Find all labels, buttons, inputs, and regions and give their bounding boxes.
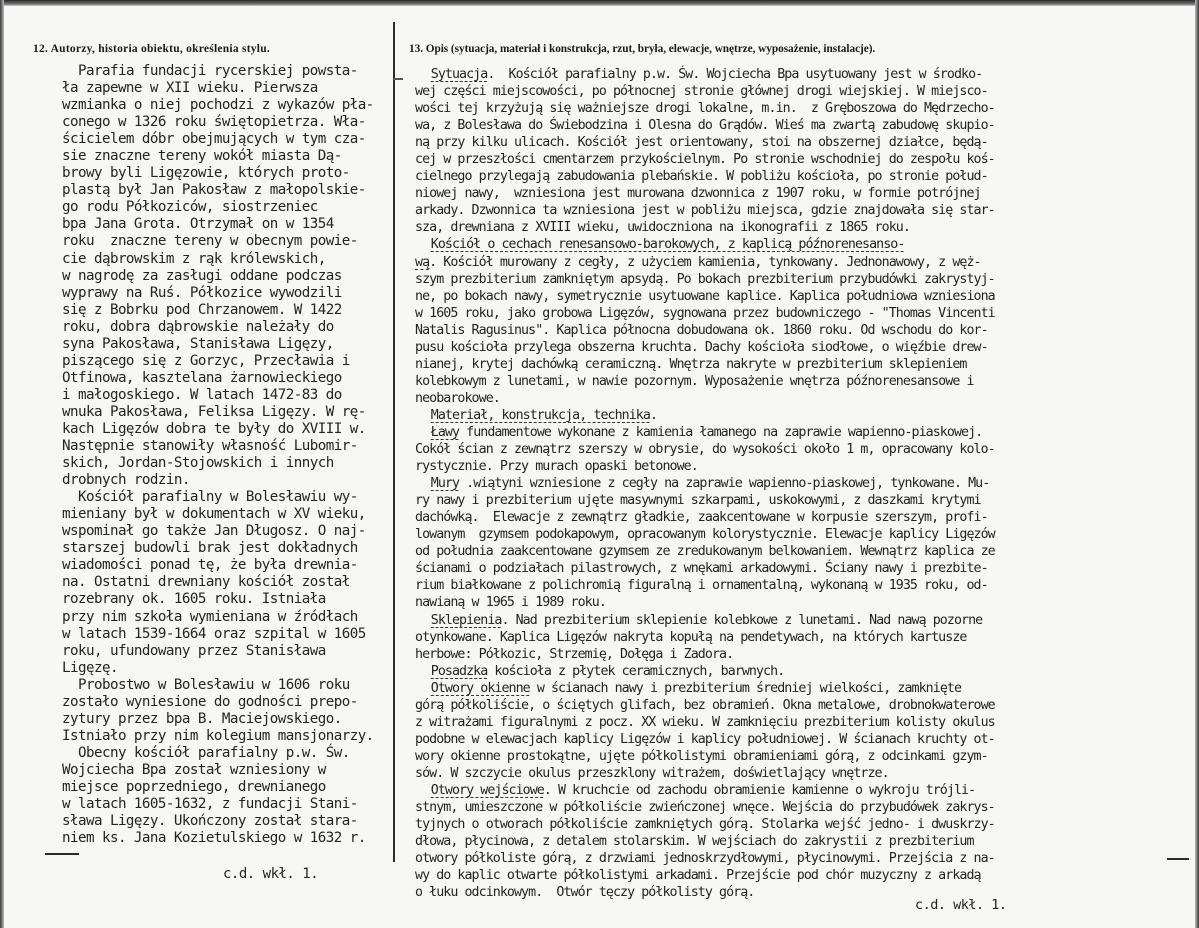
- text-line: [62, 489, 392, 506]
- line-text: drobnych rodzin.: [62, 472, 190, 489]
- text-line: [62, 472, 392, 489]
- text-line: [62, 643, 392, 660]
- line-text: z witrażami figuralnymi z pocz. XX wieku. W zamknięciu prezbiterium kolisty okulus: [415, 713, 995, 730]
- line-text: dachówką. Elewacje z zewnątrz gładkie, zaakcentowane w korpusie szerszym, profi-: [415, 509, 988, 526]
- line-text: . Kościół parafialny p.w. Św. Wojciecha Bpa usytuowany jest w środko-: [487, 66, 983, 82]
- scan-border-left: [0, 0, 4, 928]
- text-line: [62, 796, 392, 813]
- line-text: Obecny kościół parafialny p.w. Św.: [78, 744, 350, 761]
- text-line: [62, 745, 392, 762]
- text-line: [62, 302, 392, 319]
- line-text: roku, dobra dąbrowskie należały do: [62, 318, 334, 335]
- line-text: Następnie stanowiły własność Lubomir-: [62, 438, 358, 455]
- description-text-column: [415, 66, 1114, 901]
- scan-border-right: [1195, 0, 1199, 928]
- line-text: nianej, krytej dachówką ceramiczną. Wnętrza nakryte w prezbiterium sklepieniem: [415, 355, 967, 372]
- text-line: [415, 714, 1114, 731]
- line-text: . Nad prezbiterium sklepienie kolebkowe z lunetami. Nad nawą pozorne: [501, 611, 983, 628]
- line-text: Otfinowa, kasztelana żarnowieckiego: [62, 369, 342, 386]
- text-line: [62, 285, 392, 302]
- text-line: [415, 117, 1114, 134]
- right-continuation-note: c.d. wkł. 1.: [915, 897, 1007, 913]
- text-line: [415, 816, 1114, 833]
- text-line: [415, 867, 1114, 884]
- line-text: zytury przez bpa B. Maciejowskiego.: [62, 710, 342, 727]
- text-line: [62, 336, 392, 353]
- line-text: roku, ufundowany przez Stanisława: [62, 642, 326, 659]
- line-text: stnym, umieszczone w półkoliście zwieńczonej wnęce. Wejścia do przybudówek zakrys-: [415, 799, 995, 816]
- text-line: [415, 83, 1114, 100]
- line-text: rozebrany ok. 1605 roku. Istniała: [62, 591, 326, 608]
- line-text: w 1605 roku, jako grobowa Ligęzów, sygnowana przez budowniczego - "Thomas Vincenti: [415, 304, 995, 321]
- text-line: [415, 765, 1114, 782]
- text-line: [415, 458, 1114, 475]
- line-text: piszącego się z Gorzyc, Przecławia i: [62, 352, 350, 369]
- text-line: [415, 66, 1114, 83]
- line-text: wa, z Bolesława do Świebodzina i Olesna do Grądów. Wieś ma zwartą zabudowę skupio-: [415, 117, 995, 134]
- line-text: neobarokowe.: [415, 389, 500, 406]
- text-line: [415, 509, 1114, 526]
- line-text: sza, drewniana z XVIII wieku, uwidoczniona na ikonografii z 1865 roku.: [415, 219, 910, 236]
- subsection-heading: Otwory okienne: [430, 679, 530, 696]
- text-line: [415, 492, 1114, 509]
- text-line: [415, 373, 1114, 390]
- line-text: się z Bobrku pod Chrzanowem. W 1422: [62, 301, 342, 318]
- text-line: [62, 506, 392, 523]
- line-text: rystycznie. Przy murach opaski betonowe.: [415, 458, 698, 475]
- text-line: [62, 830, 392, 847]
- line-text: dłowa, płycinowa, z detalem stolarskim. W wejściach do zakrystii z prezbiterium: [415, 833, 974, 850]
- line-text: kościoła z płytek ceramicznych, barwnych.: [487, 662, 785, 679]
- text-line: [415, 185, 1114, 202]
- text-line: [415, 782, 1114, 799]
- line-text: ną przy kilku ulicach. Kościół jest orientowany, stoi na obszernej działce, będą-: [415, 134, 988, 151]
- line-text: w ścianach nawy i prezbiterium średniej wielkości, zamknięte: [529, 679, 962, 696]
- text-line: [62, 199, 392, 216]
- subsection-heading: Ławy: [430, 423, 460, 440]
- line-text: . Kościół murowany z cegły, z użyciem kamienia, tynkowany. Jednonawowy, z węż-: [429, 253, 981, 270]
- line-text: herbowe: Półkozic, Strzemię, Dołęga i Zadora.: [415, 645, 734, 662]
- line-text: szym prezbiterium zamkniętym apsydą. Po bokach prezbiterium przybudówki zakrystyj-: [415, 270, 995, 287]
- text-line: [62, 114, 392, 131]
- text-line: [62, 131, 392, 148]
- line-text: ła zapewne w XII wieku. Pierwsza: [62, 80, 318, 97]
- margin-tick-mark: [393, 78, 403, 80]
- line-text: niowej nawy, wzniesiona jest murowana dzwonnica z 1907 roku, w formie potrójnej: [415, 185, 981, 202]
- line-text: bpa Jana Grota. Otrzymał on w 1354: [62, 216, 334, 233]
- line-text: nawianą w 1965 i 1989 roku.: [415, 594, 606, 611]
- text-line: [62, 370, 392, 387]
- text-line: [62, 63, 392, 80]
- subsection-heading: Sytuacja: [430, 66, 488, 82]
- line-text: przy nim szkoła wymieniana w źródłach: [62, 608, 358, 625]
- text-line: [415, 305, 1114, 322]
- subsection-heading: Materiał, konstrukcja, technika: [430, 406, 650, 423]
- text-line: [415, 833, 1114, 850]
- line-text: ścianami o podziałach pilastrowych, z wnękami arkadowymi. Ściany nawy i prezbite-: [415, 560, 988, 577]
- line-text: .: [649, 406, 658, 423]
- history-text-column: [62, 63, 392, 847]
- line-text: ne, po bokach nawy, symetrycznie usytuowane kaplice. Kaplica południowa wzniesiona: [415, 287, 995, 304]
- text-line: [62, 97, 392, 114]
- line-text: sów. W szczycie okulus przeszklony witrażem, doświetlający wnętrze.: [415, 764, 889, 781]
- text-line: [62, 813, 392, 830]
- line-text: ry nawy i prezbiterium ujęte masywnymi szkarpami, uskokowymi, z daszkami krytymi: [415, 492, 981, 509]
- text-line: [415, 168, 1114, 185]
- line-text: wspominał go także Jan Długosz. O naj-: [62, 523, 366, 540]
- text-line: [415, 151, 1114, 168]
- line-text: . W kruchcie od zachodu obramienie kamienne o wykroju trójli-: [543, 781, 976, 798]
- line-text: o łuku odcinkowym. Otwór tęczy półkolisty górą.: [415, 884, 755, 901]
- line-text: w latach 1605-1632, z fundacji Stani-: [62, 796, 358, 813]
- text-line: [62, 387, 392, 404]
- line-text: Istniało przy nim kolegium mansjonarzy.: [62, 727, 374, 744]
- text-line: [62, 404, 392, 421]
- line-text: kolebkowym z lunetami, w nawie pozornym. Wyposażenie wnętrza późnorenesansowe i: [415, 372, 974, 389]
- line-text: w latach 1539-1664 oraz szpital w 1605: [62, 625, 366, 642]
- text-line: [415, 543, 1114, 560]
- column-divider: [393, 22, 395, 862]
- text-line: [62, 626, 392, 643]
- footnote-rule: [45, 853, 79, 855]
- text-line: [62, 80, 392, 97]
- line-text: Ligęzę.: [62, 659, 118, 676]
- section-12-title: 12. Autorzy, historia obiektu, określenia stylu.: [33, 43, 271, 55]
- text-line: [415, 799, 1114, 816]
- text-line: [415, 475, 1114, 492]
- line-text: lowanym gzymsem podokapowym, opracowanym kolorystycznie. Elewacje kaplicy Ligęzów: [415, 526, 995, 543]
- line-text: zostało wyniesione do godności prepo-: [62, 693, 358, 710]
- text-line: [62, 353, 392, 370]
- text-line: [415, 646, 1114, 663]
- text-line: [415, 219, 1114, 236]
- line-text: wory okienne prostokątne, ujęte półkolistymi obramieniami górą, z odcinkami gzym-: [415, 747, 988, 764]
- text-line: [415, 100, 1114, 117]
- text-line: [415, 254, 1114, 271]
- text-line: [415, 748, 1114, 765]
- line-text: wzmianka o niej pochodzi z wykazów pła-: [62, 97, 374, 114]
- line-text: wiadomości ponad tę, że była drewnia-: [62, 557, 358, 574]
- line-text: cej w przeszłości cmentarzem przykościelnym. Po stronie wschodniej do zespołu koś-: [415, 151, 995, 168]
- text-line: [415, 390, 1114, 407]
- line-text: tyjnych o otworach półkoliście zamkniętych górą. Stolarka wejść jedno- i dwuskrzy-: [415, 816, 995, 833]
- text-line: [415, 271, 1114, 288]
- subsection-heading: Otwory wejściowe: [430, 781, 544, 798]
- text-line: [62, 438, 392, 455]
- line-text: Natalis Ragusinus". Kaplica północna dobudowana ok. 1860 roku. Od wschodu do kor-: [415, 321, 988, 338]
- line-text: otwory półkoliste górą, z drzwiami jednoskrzydłowymi, płycinowymi. Przejścia z na-: [415, 850, 995, 867]
- text-line: [62, 523, 392, 540]
- line-text: sie znaczne tereny wokół miasta Dą-: [62, 148, 342, 165]
- line-text: plastą był Jan Pakosław z małopolskie-: [62, 182, 366, 199]
- line-text: na. Ostatni drewniany kościół został: [62, 574, 350, 591]
- text-line: [415, 663, 1114, 680]
- line-text: wej części miejscowości, po północnej stronie głównej drogi wiejskiej. W miejsco-: [415, 83, 988, 100]
- line-text: mieniany był w dokumentach w XV wieku,: [62, 506, 366, 523]
- line-text: wyprawy na Ruś. Półkozice wywodzili: [62, 284, 342, 301]
- text-line: [415, 731, 1114, 748]
- subsection-heading: Posadzka: [430, 662, 488, 679]
- subsection-heading: wą: [415, 253, 430, 270]
- line-text: skich, Jordan-Stojowskich i innych: [62, 455, 334, 472]
- text-line: [415, 288, 1114, 305]
- line-text: pusu kościoła przylega obszerna kruchta. Dachy kościoła siodłowe, o więźbie drew-: [415, 338, 988, 355]
- line-text: arkady. Dzwonnica ta wzniesiona jest w pobliżu miejsca, gdzie znajdowała się star-: [415, 202, 995, 219]
- text-line: [415, 424, 1114, 441]
- text-line: [415, 339, 1114, 356]
- section-13-title: 13. Opis (sytuacja, materiał i konstrukcja, rzut, bryła, elewacje, wnętrze, wyposażenie, instalacje).: [409, 43, 876, 55]
- text-line: [415, 594, 1114, 611]
- text-line: [62, 182, 392, 199]
- text-line: [62, 148, 392, 165]
- text-line: [415, 850, 1114, 867]
- line-text: .wiątyni wzniesione z cegły na zaprawie wapienno-piaskowej, tynkowane. Mu-: [459, 475, 990, 492]
- text-line: [62, 779, 392, 796]
- text-line: [415, 134, 1114, 151]
- line-text: w nagrodę za zasługi oddane podczas: [62, 267, 342, 284]
- text-line: [415, 577, 1114, 594]
- text-line: [62, 694, 392, 711]
- text-line: [415, 680, 1114, 697]
- text-line: [415, 407, 1114, 424]
- line-text: roku znaczne tereny w obecnym powie-: [62, 233, 358, 250]
- text-line: [62, 728, 392, 745]
- subsection-heading: Sklepienia: [430, 611, 502, 628]
- line-text: wości tej krzyżują się ważniejsze drogi lokalne, m.in. z Gręboszowa do Mędrzecho-: [415, 100, 995, 117]
- text-line: [415, 202, 1114, 219]
- edge-mark: [1167, 858, 1189, 860]
- line-text: górą półkoliście, o ściętych glifach, bez obramień. Okna metalowe, drobnokwaterowe: [415, 696, 995, 713]
- line-text: otynkowane. Kaplica Ligęzów nakryta kopułą na pendetywach, na których kartusze: [415, 628, 967, 645]
- subsection-heading: Kościół o cechach renesansowo-barokowych, z kaplicą późnorenesanso-: [430, 236, 905, 253]
- text-line: [62, 677, 392, 694]
- text-line: [415, 612, 1114, 629]
- line-text: miejsce poprzedniego, drewnianego: [62, 778, 326, 795]
- text-line: [415, 629, 1114, 646]
- line-text: cielnego przylegają zabudowania plebańskie. W pobliżu kościoła, po stronie połud-: [415, 168, 988, 185]
- text-line: [62, 216, 392, 233]
- line-text: rium białkowane z polichromią figuralną i ornamentalną, wykonaną w 1935 roku, od-: [415, 577, 988, 594]
- line-text: ścicielem dóbr obejmujących w tym cza-: [62, 131, 366, 148]
- scan-border-top: [0, 0, 1199, 6]
- line-text: wnuka Pakosława, Feliksa Ligęzy. W rę-: [62, 403, 366, 420]
- text-line: [62, 268, 392, 285]
- text-line: [62, 421, 392, 438]
- left-continuation-note: c.d. wkł. 1.: [223, 866, 319, 882]
- line-text: i małogoskiego. W latach 1472-83 do: [62, 386, 342, 403]
- line-text: syna Pakosława, Stanisława Ligęzy,: [62, 335, 334, 352]
- text-line: [415, 884, 1114, 901]
- line-text: Parafia fundacji rycerskiej powsta-: [78, 63, 358, 79]
- line-text: starszej budowli brak jest dokładnych: [62, 540, 358, 557]
- text-line: [62, 165, 392, 182]
- line-text: niem ks. Jana Kozietulskiego w 1632 r.: [62, 830, 366, 847]
- line-text: wy do kaplic otwarte półkolistymi arkadami. Przejście pod chór muzyczny z arkadą: [415, 867, 981, 884]
- line-text: Probostwo w Bolesławiu w 1606 roku: [78, 676, 350, 693]
- text-line: [62, 591, 392, 608]
- text-line: [62, 711, 392, 728]
- text-line: [62, 455, 392, 472]
- text-line: [62, 762, 392, 779]
- text-line: [62, 574, 392, 591]
- text-line: [415, 322, 1114, 339]
- text-line: [415, 697, 1114, 714]
- line-text: cie dąbrowskim z rąk królewskich,: [62, 250, 326, 267]
- text-line: [415, 526, 1114, 543]
- text-line: [62, 319, 392, 336]
- text-line: [62, 660, 392, 677]
- line-text: fundamentowe wykonane z kamienia łamanego na zaprawie wapienno-piaskowej.: [459, 423, 983, 440]
- text-line: [62, 233, 392, 250]
- text-line: [62, 609, 392, 626]
- text-line: [62, 251, 392, 268]
- subsection-heading: Mury: [430, 475, 460, 492]
- text-line: [415, 356, 1114, 373]
- text-line: [415, 236, 1114, 253]
- line-text: Cokół ścian z zewnątrz szerszy w obrysie, do wysokości około 1 m, opracowany kolo-: [415, 441, 995, 458]
- line-text: podobne w elewacjach kaplicy Ligęzów i kaplicy południowej. W ścianach kruchty ot-: [415, 730, 995, 747]
- text-line: [415, 560, 1114, 577]
- text-line: [62, 540, 392, 557]
- line-text: go rodu Półkoziców, siostrzeniec: [62, 199, 318, 216]
- line-text: kach Ligęzów dobra te były do XVIII w.: [62, 420, 366, 437]
- line-text: od południa zaakcentowane gzymsem ze zredukowanym belkowaniem. Wewnątrz kaplica ze: [415, 543, 995, 560]
- line-text: sława Ligęzy. Ukończony został stara-: [62, 813, 358, 830]
- text-line: [415, 441, 1114, 458]
- line-text: browy byli Ligęzowie, których proto-: [62, 165, 350, 182]
- line-text: conego w 1326 roku świętopietrza. Wła-: [62, 114, 366, 131]
- text-line: [62, 557, 392, 574]
- line-text: Kościół parafialny w Bolesławiu wy-: [78, 489, 358, 506]
- line-text: Wojciecha Bpa został wzniesiony w: [62, 761, 326, 778]
